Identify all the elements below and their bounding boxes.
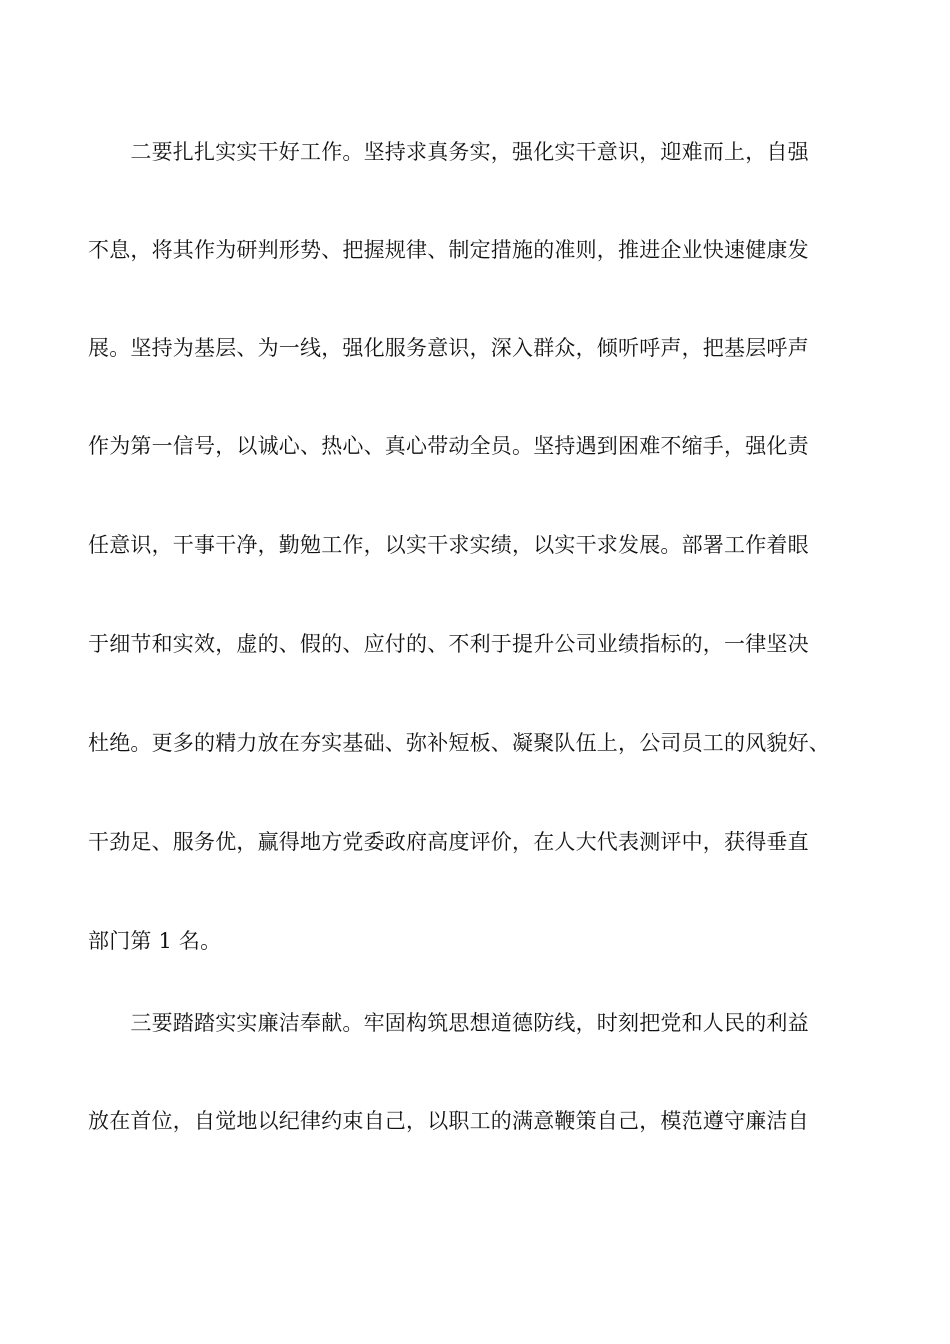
paragraph-2-line-1: 二要扎扎实实干好工作。坚持求真务实，强化实干意识，迎难而上，自强 [88, 140, 809, 164]
paragraph-2-line-5: 任意识，干事干净，勤勉工作，以实干求实绩，以实干求发展。部署工作着眼 [88, 533, 809, 557]
paragraph-3-line-1: 三要踏踏实实廉洁奉献。牢固构筑思想道德防线，时刻把党和人民的利益 [88, 1011, 809, 1035]
paragraph-2-line-9: 部门第 1 名。 [88, 929, 222, 953]
paragraph-3-line-2: 放在首位，自觉地以纪律约束自己，以职工的满意鞭策自己，模范遵守廉洁自 [88, 1109, 809, 1133]
paragraph-2-line-2: 不息，将其作为研判形势、把握规律、制定措施的准则，推进企业快速健康发 [88, 238, 809, 262]
paragraph-2-line-8: 干劲足、服务优，赢得地方党委政府高度评价，在人大代表测评中，获得垂直 [88, 830, 809, 854]
paragraph-2-line-4: 作为第一信号，以诚心、热心、真心带动全员。坚持遇到困难不缩手，强化责 [88, 434, 809, 458]
paragraph-2-line-3: 展。坚持为基层、为一线，强化服务意识，深入群众，倾听呼声，把基层呼声 [88, 336, 809, 360]
paragraph-2-line-6: 于细节和实效，虚的、假的、应付的、不利于提升公司业绩指标的，一律坚决 [88, 632, 809, 656]
paragraph-2-line-7: 杜绝。更多的精力放在夯实基础、弥补短板、凝聚队伍上，公司员工的风貌好、 [88, 731, 830, 755]
